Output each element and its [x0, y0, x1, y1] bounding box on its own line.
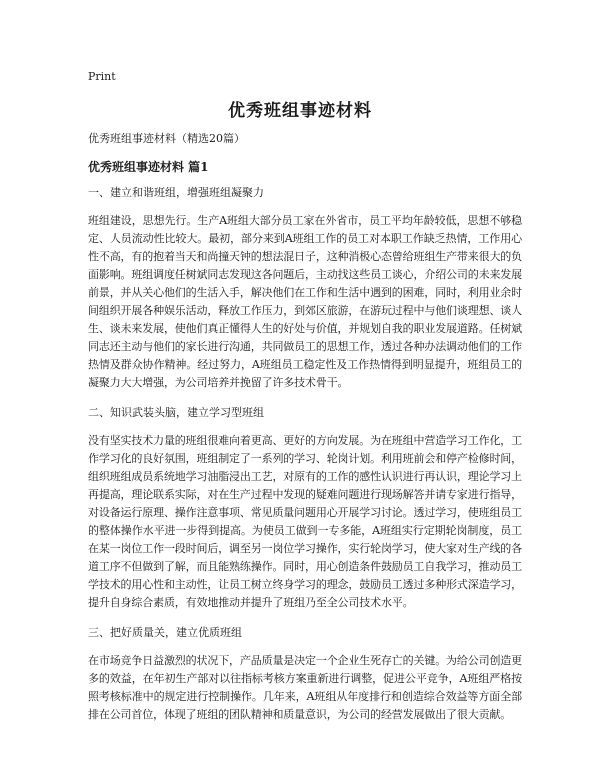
article-title: 优秀班组事迹材料 篇1 — [88, 160, 209, 174]
section-heading: 三、把好质量关，建立优质班组 — [88, 626, 242, 639]
section-heading: 二、知识武装头脑，建立学习型班组 — [88, 406, 264, 419]
document-content — [88, 130, 522, 736]
section-heading: 一、建立和谐班组，增强班组凝聚力 — [88, 186, 264, 199]
print-link[interactable]: Print — [88, 70, 116, 83]
document-subtitle: 优秀班组事迹材料（精选20篇） — [88, 132, 245, 145]
section-paragraph: 班组建设，思想先行。生产A班组大部分员工家在外省市，员工平均年龄较低，思想不够稳定、人员流动性比较大。最初，部分来到A班组工作的员工对本职工作缺乏热情，工作用心性不高，有的抱着当天和尚撞天钟的想法混日子，这种消极心态曾给班组生产带来很大的负面影响。班组调度任树斌同志发现这各问题后，主动找这些员工谈心，介绍公司的未来发展前景，并从关心他们的生活入手，解决他们在工作和生活中遇到的困难，同时，利用业余时间组织开展各种娱乐活动，释放工作压力，到郊区旅游，在游玩过程中与他们谈理想、谈人生、谈未来发展，使他们真正懂得人生的好处与价值，并规划自我的职业发展道路。任树斌同志还主动与他们的家长进行沟通，共同做员工的思想工作，透过各种办法调动他们的工作热情及群众协作精神。经过努力，A班组员工稳定性及工作热情得到明显提升，班组员工的凝聚力大大增强，为公司培养并挽留了许多技术骨干。 — [88, 214, 522, 389]
section-paragraph: 没有坚实技术力量的班组很难向着更高、更好的方向发展。为在班组中营造学习工作化，工作学习化的良好氛围，班组制定了一系列的学习、轮岗计划。利用班前会和停产检修时间，组织班组成员系统地学习油脂浸出工艺，对原有的工作的感性认识进行再认识，理论学习上再提高，理论联系实际，对在生产过程中发现的疑难问题进行现场解答并请专家进行指导，对设备运行原理、操作注意事项、常见质量问题用心开展学习讨论。透过学习，使班组员工的整体操作水平进一步得到提高。为使员工做到一专多能，A班组实行定期轮岗制度，员工在某一岗位工作一段时间后，调至另一岗位学习操作，实行轮岗学习，使大家对生产线的各道工序不但做到了解，而且能熟练操作。同时，用心创造条件鼓励员工自我学习，推动员工学技术的用心性和主动性，让员工树立终身学习的理念，鼓励员工透过多种形式深造学习，提升自身综合素质，有效地推动并提升了班组乃至全公司技术水平。 — [88, 434, 522, 609]
section-paragraph: 在市场竞争日益激烈的状况下，产品质量是决定一个企业生死存亡的关键。为给公司创造更多的效益，在年初生产部对以往指标考核方案重新进行调整，促进公平竞争，A班组严格按照考核标准中的规定进行控制操作。几年来，A班组从年度排行和创造综合效益等方面全部排在公司首位，体现了班组的团队精神和质量意识，为公司的经营发展做出了很大贡献。 — [88, 654, 522, 721]
document-title: 优秀班组事迹材料 — [228, 101, 372, 121]
